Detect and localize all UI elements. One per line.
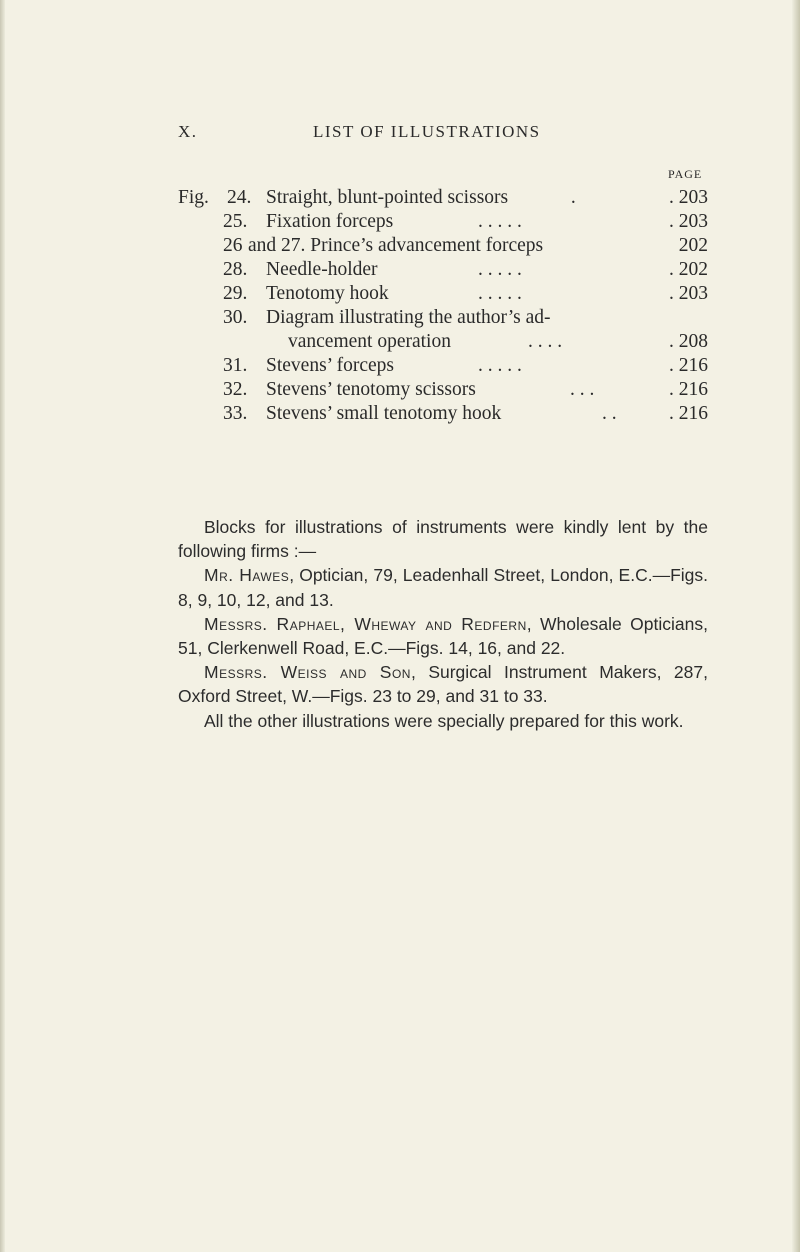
fig-number: 24. [227,187,252,208]
list-item [178,187,708,211]
leader-dots: . . . [570,379,595,400]
leader-dots: . . . . . [478,355,522,376]
page-number-roman: X. [178,122,198,141]
fig-label: Tenotomy hook [266,283,389,304]
credit-paragraph [178,612,708,660]
list-item [178,355,708,379]
page-number: . 216 [669,379,708,400]
firm-name: Mr. Hawes [204,565,290,586]
fig-label: Needle-holder [266,259,378,280]
page-number: . 202 [669,259,708,280]
fig-number: 26 [223,235,243,256]
fig-label: vancement operation [288,331,451,352]
list-item [178,331,708,355]
page-number: . 216 [669,403,708,424]
credit-details: , Optician, 79, Leadenhall Street, London, E.C.—Figs. 8, 9, 10, 12, and 13. [178,565,709,610]
page-number: . 208 [669,331,708,352]
leader-dots: . [566,187,576,208]
credit-details: , Surgical Instrument Makers, 287, Oxford Street, W.—Figs. 23 to 29, and 31 to 33. [178,662,708,707]
page-number: . 216 [669,355,708,376]
list-item [178,235,708,259]
fig-number: 28. [223,259,248,280]
fig-label: Stevens’ small tenotomy hook [266,403,502,424]
credit-paragraph [178,660,708,708]
fig-number: 30. [223,307,248,328]
leader-dots: . . . . . [478,283,522,304]
intro-paragraph: Blocks for illustrations of instruments were kindly lent by the following firms :— [178,517,708,562]
page-column-heading: PAGE [668,167,703,181]
firm-name: Messrs. Raphael, Wheway and Redfern [204,613,527,634]
fig-number: 32. [223,379,248,400]
leader-dots: . . . . . [478,211,522,232]
firm-name: Messrs. Weiss and Son [204,662,411,683]
credit-details: , Wholesale Opticians, 51, Clerkenwell Road, E.C.—Figs. 14, 16, and 22. [178,613,708,659]
fig-number: 29. [223,283,248,304]
fig-label: and 27. Prince’s advancement forceps [248,235,544,256]
list-item [178,307,708,331]
fig-label: Fixation forceps [266,211,394,232]
page-number: . 203 [669,283,708,304]
page-number: 202 [678,235,708,256]
acknowledgements [178,515,708,733]
fig-prefix: Fig. [178,187,209,208]
fig-label: Stevens’ forceps [266,355,394,376]
list-item [178,379,708,403]
closing-paragraph: All the other illustrations were specially prepared for this work. [204,710,684,731]
page-edge-left [0,0,5,1252]
list-item [178,283,708,307]
leader-dots: . . . . [528,331,563,352]
fig-label: Diagram illustrating the author’s ad- [266,307,551,328]
list-item [178,259,708,283]
leader-dots: . . [602,403,617,424]
page-edge-right [792,0,800,1252]
list-item [178,211,708,235]
page-number: . 203 [669,187,708,208]
fig-label: Stevens’ tenotomy scissors [266,379,476,400]
page-title: LIST OF ILLUSTRATIONS [313,122,541,141]
credit-paragraph [178,563,708,611]
fig-number: 33. [223,403,248,424]
fig-number: 31. [223,355,248,376]
leader-dots: . . . . . [478,259,522,280]
fig-label: Straight, blunt-pointed scissors [266,187,509,208]
page-number: . 203 [669,211,708,232]
fig-number: 25. [223,211,248,232]
list-item [178,403,708,427]
